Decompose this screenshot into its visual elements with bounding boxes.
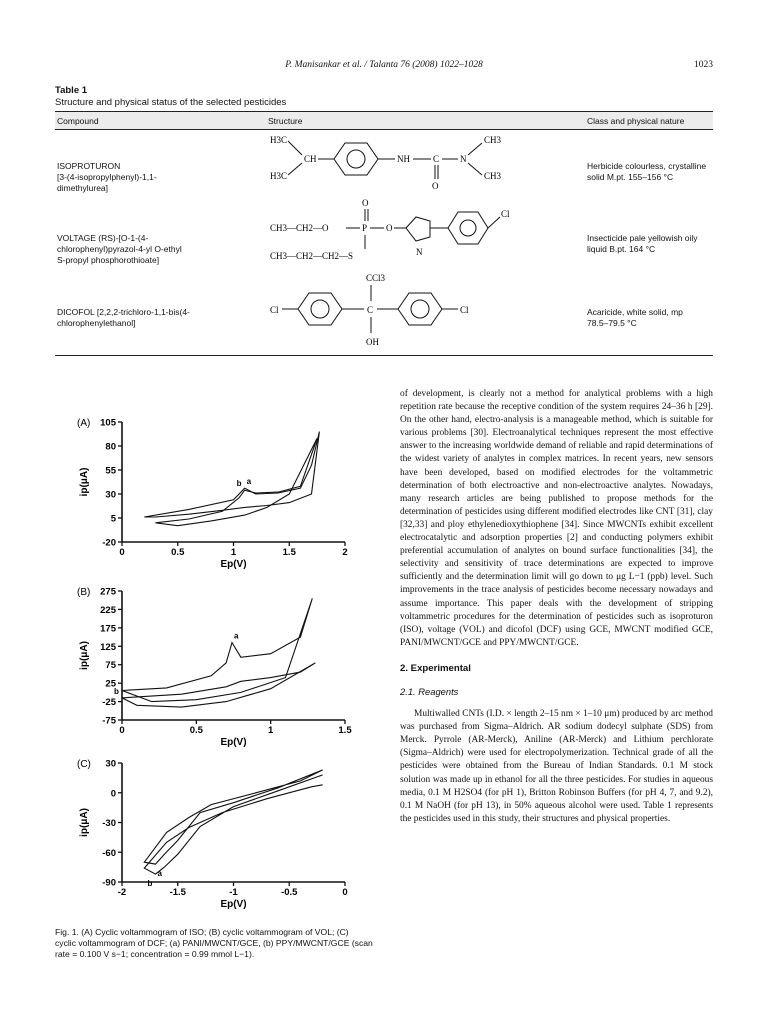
voltage-structure xyxy=(268,197,568,263)
y-tick-label: 30 xyxy=(105,489,116,501)
body-column xyxy=(400,388,713,826)
pesticide-table xyxy=(55,111,713,356)
struct-label: N xyxy=(416,247,423,257)
y-tick-label: -60 xyxy=(102,847,116,859)
struct-label: O xyxy=(386,223,393,233)
dicofol-structure xyxy=(268,269,568,349)
y-axis-label: ip(μA) xyxy=(79,641,90,670)
y-tick-label: -30 xyxy=(102,818,116,829)
x-axis-label: Ep(V) xyxy=(220,737,247,748)
subsection-heading: 2.1. Reagents xyxy=(400,685,459,697)
col-header-structure: Structure xyxy=(268,116,303,126)
x-tick-label: -1 xyxy=(229,887,238,898)
series-label: a xyxy=(234,631,239,641)
x-axis-label: Ep(V) xyxy=(220,559,247,570)
y-tick-label: 175 xyxy=(100,623,116,635)
series-line-a xyxy=(122,598,312,701)
struct-label: C xyxy=(433,154,440,164)
y-axis-label: ip(μA) xyxy=(79,467,90,497)
x-tick-label: 0 xyxy=(342,887,348,898)
y-tick-label: -25 xyxy=(102,697,116,709)
y-tick-label: -90 xyxy=(102,877,116,889)
struct-label: Cl xyxy=(270,305,279,315)
struct-label: C xyxy=(367,305,374,315)
struct-label: N xyxy=(460,154,467,164)
y-tick-label: 125 xyxy=(100,641,116,653)
y-tick-label: 80 xyxy=(105,441,116,453)
y-tick-label: 105 xyxy=(100,417,116,429)
x-tick-label: 0.5 xyxy=(171,547,185,558)
panel-label: (B) xyxy=(77,587,91,598)
table-caption: Structure and physical status of the selected pesticides xyxy=(55,97,287,108)
y-tick-label: -20 xyxy=(102,537,116,549)
y-axis-label: ip(μA) xyxy=(79,808,90,837)
x-tick-label: 0.5 xyxy=(189,725,203,736)
x-tick-label: 2 xyxy=(342,547,348,558)
y-tick-label: 0 xyxy=(110,788,116,800)
series-label: a xyxy=(157,869,162,879)
table-row-2-nature: Insecticide pale yellowish oily liquid B.pt. 164 °C xyxy=(587,233,698,254)
struct-label: CH xyxy=(304,154,317,164)
y-tick-label: 25 xyxy=(105,678,116,690)
table-row-2-compound: VOLTAGE (RS)-[O-1-(4- chlorophenyl)pyrazol-4-yl O-ethyl S-propyl phosphorothioate] xyxy=(57,233,182,265)
x-tick-label: 1.5 xyxy=(282,547,296,558)
body-paragraph: of development, is clearly not a method for analytical problems with a high repetition rate because the receptive condition of the system requires 24–36 h [29]. On the other hand, electro-analysis is a manageable method, which is suitable for various problems [30]. Electroanalytical techniques represent the most effective answer to the increasing worldwide demand of reliable and rapid determinations of the widest variety of analytes in complex matrices. In recent years, new sensors have been developed, based on modified electrodes for the voltammetric determination of both electroactive and non-electroactive analytes. Nowadays, many research articles are being published to propose methods for the determination of pesticides using different modified electrodes like CNT [31], clay [32,33] and ploy ethylenedioxythiophene [34]. Since MWCNTs exhibit excellent electrocatalytic and adsorption properties [2] and conducting polymers exhibit preferential accumulation of analytes on bound surface functionalities [34], the selectivity and sensitivity of trace determinations are expected to improve sufficiently and the determination limit will go down to μg L−1 (ppb) level. Such improvements in the trace analysis of pesticides become necessary nowadays and assume importance. This paper deals with the development of stripping voltammetric procedures for the determination of pesticides such as isoproturon (ISO), voltage (VOL) and dicofol (DCF) using GCE, MWCNT modified GCE, PANI/MWCNT/GCE and PPY/MWCNT/GCE. xyxy=(400,389,713,648)
struct-label: NH xyxy=(397,154,410,164)
table-row-1-nature: Herbicide colourless, crystalline solid M.pt. 155–156 °C xyxy=(587,161,707,182)
y-tick-label: 225 xyxy=(100,604,116,616)
struct-label: O xyxy=(362,198,369,208)
series-label: a xyxy=(246,477,252,487)
struct-label: CCl3 xyxy=(366,273,386,283)
x-tick-label: -0.5 xyxy=(281,887,298,898)
figure-caption: Fig. 1. (A) Cyclic voltammogram of ISO; (B) cyclic voltammogram of VOL; (C) cyclic voltammogram of DCF; (a) PANI/MWCNT/GCE, (b) PPY/MWCNT/GCE (scan rate = 0.100 V s−1; concentration = 0.99 mmol L−1). xyxy=(55,927,373,959)
table-header-row xyxy=(55,111,713,130)
body-paragraph: Multiwalled CNTs (I.D. × length 2–15 nm × 1–10 μm) produced by arc method was purchased from Sigma–Aldrich. AR sodium dodecyl sulphate (SDS) from Merck. Pyrrole (AR-Merck), Aniline (AR-Merck) and Lithium perchlorate (Sigma–Aldrich) were used for electropolymerization. Technical grade of all the pesticides were obtained from the Bureau of Indian Standards. 0.1 M stock solution was made up in ethanol for all the three pesticides. For studies in aqueous media, 0.1 M H2SO4 (for pH 1), Britton Robinson Buffers (for pH 4, 7, and 9.2), 0.1 M NaOH (for pH 13), in 50% aqueous alcohol were used. Table 1 represents the pesticides used in this study, their structures and physical properties. xyxy=(400,709,713,824)
figure-1 xyxy=(55,410,375,910)
struct-label: Cl xyxy=(501,209,510,219)
struct-label: P xyxy=(362,223,368,233)
table-row-1-compound: ISOPROTURON [3-(4-isopropylphenyl)-1,1- dimethylurea] xyxy=(57,161,157,193)
struct-label: H3C xyxy=(270,135,288,145)
y-tick-label: 75 xyxy=(105,660,116,672)
table-bottom-rule xyxy=(55,355,713,356)
struct-label: H3C xyxy=(270,171,288,181)
struct-label: CH3—CH2—CH2—S xyxy=(270,251,354,261)
x-tick-label: 1.5 xyxy=(338,725,352,736)
voltammogram-figure xyxy=(55,410,375,910)
x-tick-label: 1 xyxy=(230,547,237,558)
y-tick-label: 275 xyxy=(100,586,116,598)
y-tick-label: 5 xyxy=(110,513,116,525)
x-axis-label: Ep(V) xyxy=(220,899,247,910)
x-tick-label: 0 xyxy=(119,547,125,558)
struct-label: OH xyxy=(366,337,379,347)
y-tick-label: 30 xyxy=(105,758,116,770)
x-tick-label: 0 xyxy=(119,725,125,736)
series-label: b xyxy=(236,479,242,489)
section-heading: 2. Experimental xyxy=(400,662,471,674)
struct-label: CH3 xyxy=(484,135,502,145)
struct-label: CH3 xyxy=(484,171,502,181)
table-row-3-compound: DICOFOL [2,2,2-trichloro-1,1-bis(4- chlorophenylethanol] xyxy=(57,307,190,328)
x-tick-label: -1.5 xyxy=(169,887,186,898)
col-header-nature: Class and physical nature xyxy=(587,116,685,126)
y-tick-label: 55 xyxy=(105,465,116,477)
panel-label: (A) xyxy=(77,418,91,429)
page-number: 1023 xyxy=(694,60,713,70)
table-label: Table 1 xyxy=(55,85,88,96)
x-tick-label: 1 xyxy=(268,725,274,736)
series-label: b xyxy=(147,879,153,889)
journal-citation: P. Manisankar et al. / Talanta 76 (2008) 1022–1028 xyxy=(285,60,483,70)
struct-label: Cl xyxy=(460,305,469,315)
struct-label: CH3—CH2—O xyxy=(270,223,329,233)
col-header-compound: Compound xyxy=(57,116,99,126)
series-line-b xyxy=(144,775,322,874)
table-row-3-nature: Acaricide, white solid, mp 78.5–79.5 °C xyxy=(587,307,683,328)
x-tick-label: -2 xyxy=(117,887,127,898)
series-label: b xyxy=(114,686,119,696)
struct-label: O xyxy=(432,181,439,191)
y-tick-label: -75 xyxy=(102,715,116,727)
panel-label: (C) xyxy=(77,759,91,770)
isoproturon-structure xyxy=(268,131,568,193)
